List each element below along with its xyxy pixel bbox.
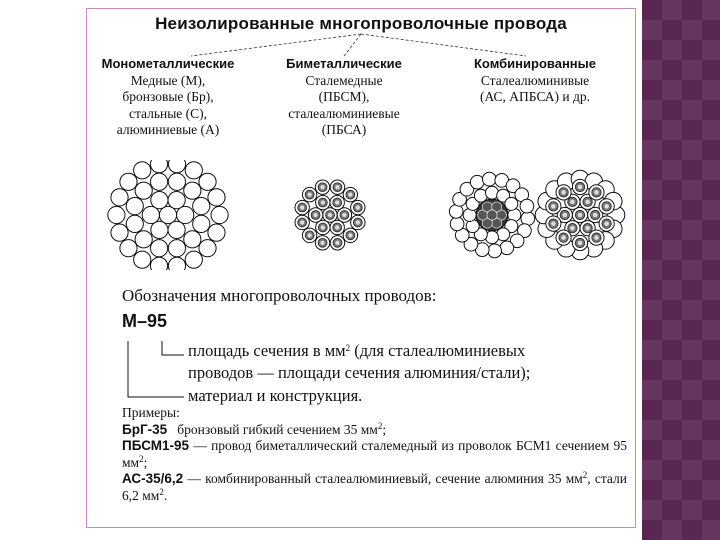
- example-sup: 2: [159, 486, 164, 497]
- bimetal-strand-center: [348, 192, 352, 196]
- copper-strand: [193, 215, 210, 232]
- page-title: Неизолированные многопроволочные провода: [155, 14, 567, 33]
- copper-strand: [185, 251, 202, 268]
- copper-strand: [120, 173, 137, 190]
- example-text: — комбинированный сталеалюминиевый, сечение алюминия 35 мм: [183, 471, 583, 486]
- example-text: ;: [143, 454, 148, 470]
- bimetal-strand-center: [320, 241, 324, 245]
- desc-line-2: проводов — площади сечения алюминия/стали);: [188, 363, 531, 382]
- bimetal-strand-center: [307, 233, 311, 237]
- steel-strand: [487, 210, 497, 220]
- column-monometallic: [88, 56, 248, 139]
- aluminum-strand: [482, 172, 496, 186]
- bimetal-strand-center: [321, 225, 325, 229]
- column-bimetallic: [262, 56, 426, 139]
- copper-strand: [134, 251, 151, 268]
- bimetal-strand-center: [551, 204, 556, 209]
- bimetal-strand-center: [348, 233, 352, 237]
- column-head-bimetallic: Биметаллические: [286, 56, 402, 71]
- copper-strand: [168, 240, 185, 257]
- copper-strand: [150, 257, 167, 270]
- aluminum-strand: [520, 199, 534, 213]
- bimetal-strand-center: [342, 213, 346, 217]
- notes-heading: Обозначения многопроволочных проводов:: [122, 286, 437, 305]
- bimetal-strand-center: [604, 221, 609, 226]
- bimetal-strand-center: [578, 185, 583, 190]
- example-text: ;: [382, 421, 387, 437]
- copper-strand: [168, 160, 185, 173]
- bimetal-strand-center: [307, 192, 311, 196]
- bimetal-strand-center: [570, 200, 575, 205]
- designation-notes: [122, 285, 627, 405]
- example-code: БрГ-35: [122, 421, 168, 437]
- column-line: (ПБСМ),: [318, 89, 370, 104]
- copper-strand: [151, 221, 168, 238]
- copper-strand: [150, 160, 167, 173]
- copper-strand: [159, 206, 176, 223]
- copper-strand: [111, 189, 128, 206]
- aluminum-strand: [500, 241, 514, 255]
- example-item: [122, 471, 627, 504]
- copper-strand: [126, 215, 143, 232]
- bimetal-strand-center: [594, 235, 599, 240]
- bimetal-strand-center: [335, 185, 339, 189]
- copper-strand: [208, 189, 225, 206]
- bimetal-strand-center: [585, 226, 590, 231]
- examples-label: Примеры:: [122, 405, 180, 420]
- copper-strand: [120, 240, 137, 257]
- desc-sup: 2: [345, 343, 351, 353]
- bimetal-strand-center: [313, 213, 317, 217]
- bimetal-strand-center: [335, 241, 339, 245]
- bimetal-strand-center: [594, 190, 599, 195]
- aluminum-strand: [521, 212, 535, 226]
- bimetal-strand-center: [563, 213, 568, 218]
- bimetal-strand-center: [578, 213, 583, 218]
- aluminum-strand: [470, 175, 484, 189]
- column-line: (ПБСА): [321, 122, 367, 137]
- copper-strand: [134, 162, 151, 179]
- example-code: ПБСМ1-95: [122, 438, 190, 453]
- bimetal-strand-center: [551, 221, 556, 226]
- designation-bracket: [122, 341, 192, 411]
- copper-strand: [208, 224, 225, 241]
- bimetal-strand-center: [561, 190, 566, 195]
- bimetal-strand-center: [578, 241, 583, 246]
- bimetal-strand-center: [321, 200, 325, 204]
- copper-strand: [126, 197, 143, 214]
- bimetal-strand-center: [335, 225, 339, 229]
- bimetal-strand-center: [356, 220, 360, 224]
- column-line: (АС, АПБСА) и др.: [479, 89, 591, 104]
- bimetal-strand-center: [593, 213, 598, 218]
- column-line: алюминиевые (А): [116, 122, 220, 137]
- bimetal-strand-center: [300, 220, 304, 224]
- column-head-monometallic: Монометаллические: [101, 56, 235, 71]
- aluminum-strand: [449, 205, 463, 219]
- bimetal-strand-center: [561, 235, 566, 240]
- bimetal-strand-center: [356, 205, 360, 209]
- copper-strand: [135, 182, 152, 199]
- desc-line-1: [188, 340, 525, 361]
- column-head-combined: Комбинированные: [474, 56, 596, 71]
- bimetal-strand-center: [300, 205, 304, 209]
- column-line: Сталеалюминивые: [480, 72, 590, 88]
- copper-strand: [199, 173, 216, 190]
- copper-strand: [108, 206, 125, 223]
- example-item: [122, 438, 627, 471]
- aluminum-strand: [450, 217, 464, 231]
- bimetal-strand-center: [604, 204, 609, 209]
- copper-strand: [185, 162, 202, 179]
- designation-code: М–95: [122, 311, 168, 331]
- copper-strand: [168, 257, 185, 270]
- copper-strand: [142, 206, 159, 223]
- example-sup: 2: [139, 453, 144, 464]
- desc-text: (для сталеалюминиевых: [350, 341, 526, 360]
- example-sup: 2: [377, 420, 383, 431]
- example-item: [122, 422, 627, 439]
- column-line: Сталемедные: [305, 72, 383, 88]
- column-line: сталеалюминиевые: [288, 105, 400, 121]
- example-text: — провод биметаллический сталемедный из проволок БСМ1 сечением 95 мм: [122, 438, 627, 470]
- bimetal-strand-center: [585, 200, 590, 205]
- example-code: АС-35/6,2: [122, 471, 184, 486]
- copper-strand: [150, 173, 167, 190]
- decorative-side-panel: [642, 0, 720, 540]
- bimetal-strand-center: [335, 200, 339, 204]
- copper-strand: [177, 206, 194, 223]
- column-line: стальные (С),: [128, 105, 208, 121]
- bimetal-strand-center: [328, 213, 332, 217]
- copper-strand: [184, 231, 201, 248]
- aluminum-strand: [488, 244, 502, 258]
- example-sup: 2: [582, 470, 588, 480]
- example-text: , стали 6,2 мм: [122, 471, 627, 503]
- column-line: бронзовые (Бр),: [122, 89, 214, 104]
- copper-strand: [193, 197, 210, 214]
- desc-text: площадь сечения в мм: [188, 341, 346, 360]
- copper-strand: [211, 206, 228, 223]
- bimetal-strand-center: [570, 226, 575, 231]
- column-line: Медные (М),: [130, 72, 206, 88]
- copper-strand: [150, 240, 167, 257]
- desc-line-3: материал и конструкция.: [188, 386, 363, 405]
- example-text: .: [163, 487, 168, 503]
- wire-cross-sections: [100, 160, 630, 270]
- column-combined: [432, 56, 638, 106]
- examples: [122, 405, 627, 504]
- copper-strand: [168, 173, 185, 190]
- bimetal-strand-center: [320, 185, 324, 189]
- copper-strand: [168, 221, 185, 238]
- copper-strand: [199, 240, 216, 257]
- copper-strand: [151, 192, 168, 209]
- example-text: бронзовый гибкий сечением 35 мм: [167, 421, 378, 437]
- copper-strand: [111, 224, 128, 241]
- copper-strand: [135, 231, 152, 248]
- copper-strand: [168, 192, 185, 209]
- copper-strand: [184, 182, 201, 199]
